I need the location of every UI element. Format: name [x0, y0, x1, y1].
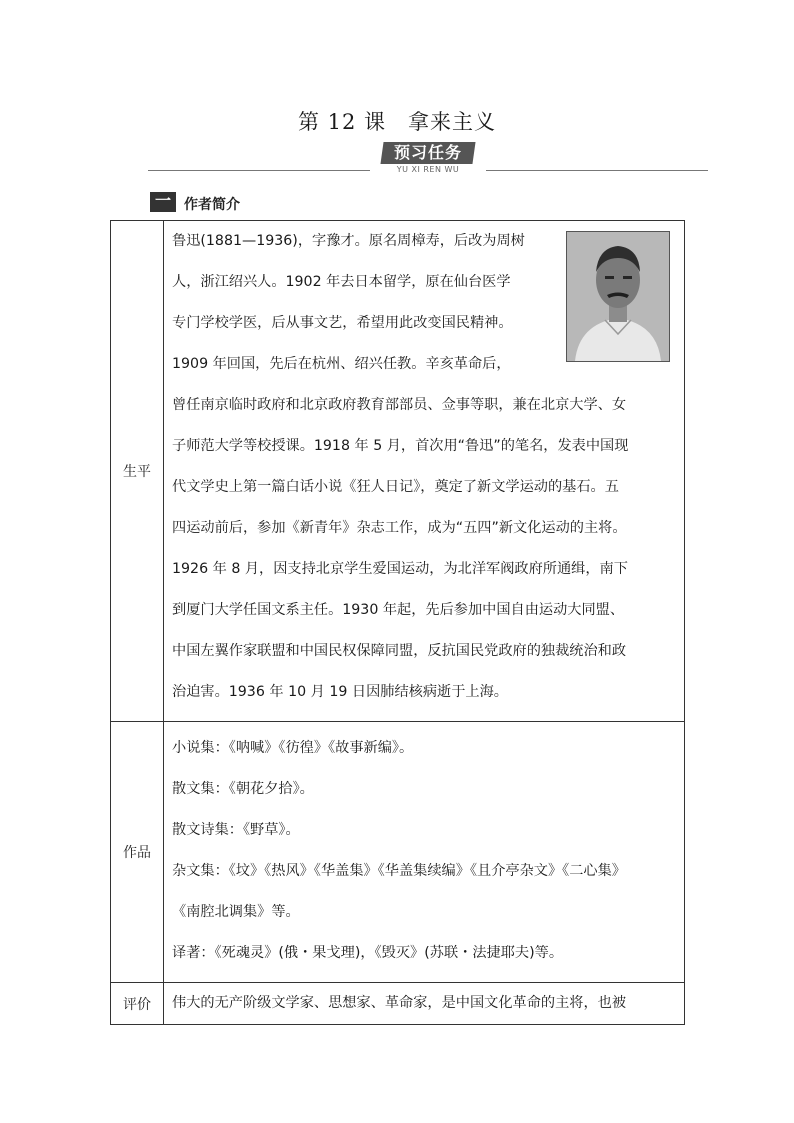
life-header: 生平: [111, 221, 164, 722]
works-line: 散文诗集：《野草》。: [172, 822, 300, 838]
life-line: 人，浙江绍兴人。1902 年去日本留学，原在仙台医学: [172, 274, 511, 290]
author-portrait: [566, 231, 670, 362]
evaluation-row: [111, 983, 685, 1025]
banner-rule-right: [486, 170, 708, 171]
preview-task-pinyin: YU XI REN WU: [396, 165, 460, 174]
life-line: 代文学史上第一篇白话小说《狂人日记》，奠定了新文学运动的基石。五: [172, 479, 619, 495]
life-row: [111, 221, 685, 722]
works-line: 小说集：《呐喊》《彷徨》《故事新编》。: [172, 740, 414, 756]
works-line: 译著：《死魂灵》(俄・果戈理)，《毁灭》(苏联・法捷耶夫)等。: [172, 945, 564, 961]
works-line: 《南腔北调集》等。: [172, 904, 300, 920]
evaluation-text: 伟大的无产阶级文学家、思想家、革命家，是中国文化革命的主将，也被: [172, 995, 627, 1011]
works-line: 杂文集：《坟》《热风》《华盖集》《华盖集续编》《且介亭杂文》《二心集》: [172, 863, 626, 879]
evaluation-cell: [164, 983, 685, 1025]
works-line: 散文集：《朝花夕拾》。: [172, 781, 314, 797]
life-line: 治迫害。1936 年 10 月 19 日因肺结核病逝于上海。: [172, 684, 508, 700]
preview-task-label: 预习任务: [393, 143, 462, 162]
life-cell: [164, 221, 685, 722]
preview-task-badge: [380, 142, 475, 164]
life-line: 到厦门大学任国文系主任。1930 年起，先后参加中国自由运动大同盟、: [172, 602, 625, 618]
life-line: 鲁迅(1881—1936)，字豫才。原名周樟寿，后改为周树: [172, 233, 525, 249]
preview-task-banner: [148, 140, 708, 180]
author-info-table: [110, 220, 685, 1025]
section-number: 一: [150, 192, 176, 212]
lesson-title: 第 12 课 拿来主义: [297, 110, 497, 134]
life-line: 1926 年 8 月，因支持北京学生爱国运动，为北洋军阀政府所通缉，南下: [172, 561, 628, 577]
life-line: 曾任南京临时政府和北京政府教育部部员、佥事等职，兼在北京大学、女: [172, 397, 627, 413]
banner-rule-left: [148, 170, 370, 171]
life-line: 1909 年回国，先后在杭州、绍兴任教。辛亥革命后，: [172, 356, 511, 372]
works-cell: [164, 722, 685, 983]
works-row: [111, 722, 685, 983]
portrait-image: [567, 232, 669, 361]
works-header: 作品: [111, 722, 164, 983]
life-line: 子师范大学等校授课。1918 年 5 月，首次用“鲁迅”的笔名，发表中国现: [172, 438, 629, 454]
life-line: 中国左翼作家联盟和中国民权保障同盟，反抗国民党政府的独裁统治和政: [172, 643, 627, 659]
evaluation-header: 评价: [111, 983, 164, 1025]
life-line: 四运动前后，参加《新青年》杂志工作，成为“五四”新文化运动的主将。: [172, 520, 627, 536]
life-line: 专门学校学医，后从事文艺，希望用此改变国民精神。: [172, 315, 513, 331]
section-label: 作者简介: [184, 197, 240, 213]
